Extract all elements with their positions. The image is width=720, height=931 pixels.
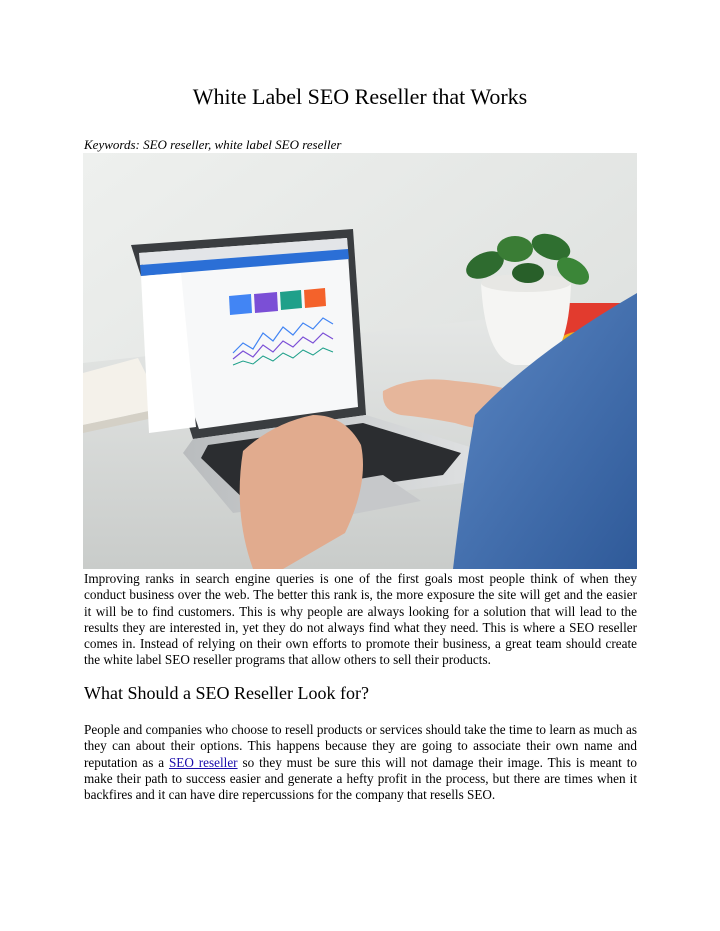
keywords-line: Keywords: SEO reseller, white label SEO reseller bbox=[84, 137, 342, 152]
seo-reseller-link[interactable]: SEO reseller bbox=[168, 754, 238, 770]
paragraph-text-start: People and companies who choose to resell products or services should take the time to learn as much as they can about their options. This happens because they are going to associate their own name and reputation as a bbox=[84, 722, 637, 770]
paragraph-text-end: so they must be sure this will not damage their image. This is meant to make their path to success easier and generate a hefty profit in the process, but there are times when it backfires and it can have dire repercussions for the company that resells SEO. bbox=[84, 754, 637, 803]
laptop-photo bbox=[83, 153, 637, 569]
intro-paragraph: Improving ranks in search engine queries is one of the first goals most people think of when they conduct business over the web. The better this rank is, the more exposure the site will get and the easier it will be to find customers. This is why people are always looking for a solution that will lead to the results they are interested in, yet they do not always find what they need. This is where a SEO reseller comes in. Instead of relying on their own efforts to promote their business, a great team should create the white label SEO reseller programs that allow others to sell their products. bbox=[84, 571, 637, 668]
section-paragraph bbox=[84, 722, 637, 803]
page-title: White Label SEO Reseller that Works bbox=[192, 84, 528, 109]
section-heading: What Should a SEO Reseller Look for? bbox=[84, 683, 369, 703]
